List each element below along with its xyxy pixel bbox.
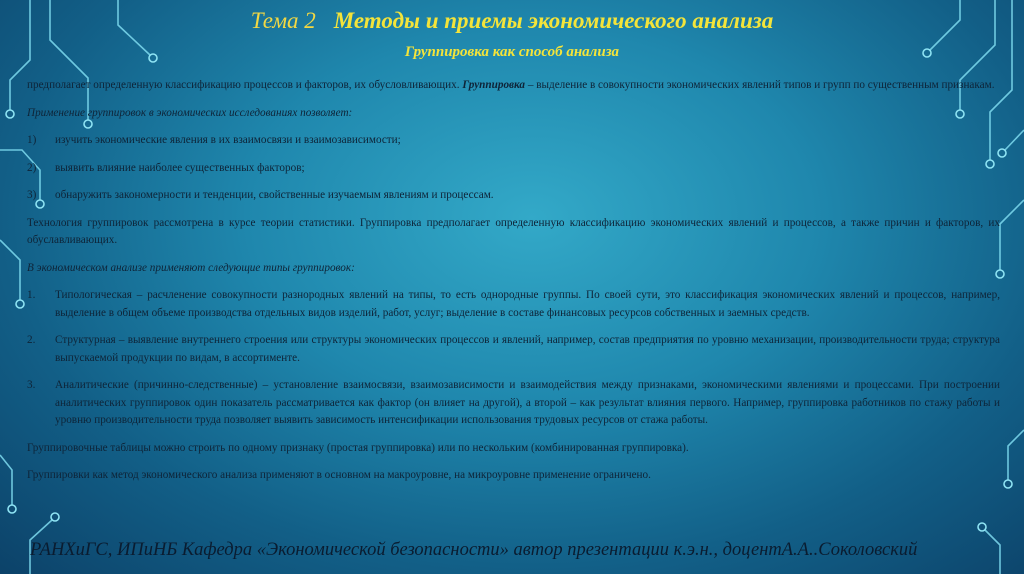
type-item-1: 1. Типологическая – расчленение совокупности разнородных явлений на типы, то есть однородные группы. По своей сути, это классификация экономических явлений и процессов, например, выделение в общем объеме производства отдельных видов изделий, работ, услуг; выделение в составе финансовых ресурсов собственных и заемных средств. — [27, 289, 1000, 319]
application-item-3: 3) обнаружить закономерности и тенденции, свойственные изучаемым явлениям и процессам. — [27, 189, 494, 201]
technology-paragraph: Технология группировок рассмотрена в курсе теории статистики. Группировка предполагает определенную классификацию экономических явлений и процессов, а также причин и факторов, их обуславливающих. — [27, 216, 1000, 246]
term-grouping: Группировка — [462, 79, 526, 91]
tables-note: Группировочные таблицы можно строить по одному признаку (простая группировка) или по нескольким (комбинированная группировка). — [27, 441, 689, 454]
slide-title — [0, 8, 1024, 34]
topic-number: Тема 2 — [250, 8, 316, 33]
author-footer: РАНХиГС, ИПиНБ Кафедра «Экономической безопасности» автор презентации к.э.н., доцентА.А..Соколовский — [30, 540, 918, 560]
type-item-3: 3. Аналитические (причинно-следственные) – установление взаимосвязи, взаимозависимости и взаимодействия между признаками, экономическими явлениями и процессами. При построении аналитических группировок один показатель рассматривается как фактор (он влияет на другой), а второй – как результат влияния первого. Например, группировка работников по стажу работы и уровню производительности труда позволяет выявить зависимость интенсификации использования трудовых ресурсов от стажа работы. — [27, 379, 1000, 426]
type-item-2: 2. Структурная – выявление внутреннего строения или структуры экономических процессов и явлений, например, состав предприятия по уровню механизации, производительности труда; структура выпускаемой продукции по видам, в ассортименте. — [27, 334, 1000, 364]
types-heading: В экономическом анализе применяют следующие типы группировок: — [27, 261, 355, 274]
application-item-2: 2) выявить влияние наиболее существенных факторов; — [27, 161, 305, 174]
intro-paragraph: предполагает определенную классификацию процессов и факторов, их обусловливающих. Группировка – выделение в совокупности экономических явлений типов и групп по существенным признакам. — [27, 79, 995, 91]
application-item-1: 1) изучить экономические явления в их взаимосвязи и взаимозависимости; — [27, 134, 401, 146]
slide-subtitle: Группировка как способ анализа — [404, 44, 620, 60]
macro-note: Группировки как метод экономического анализа применяют в основном на макроуровне, на микроуровне применение ограничено. — [27, 469, 651, 481]
application-heading: Применение группировок в экономических исследованиях позволяет: — [27, 106, 353, 119]
slide-content — [27, 77, 1000, 495]
title-text: Методы и приемы экономического анализа — [333, 8, 774, 33]
